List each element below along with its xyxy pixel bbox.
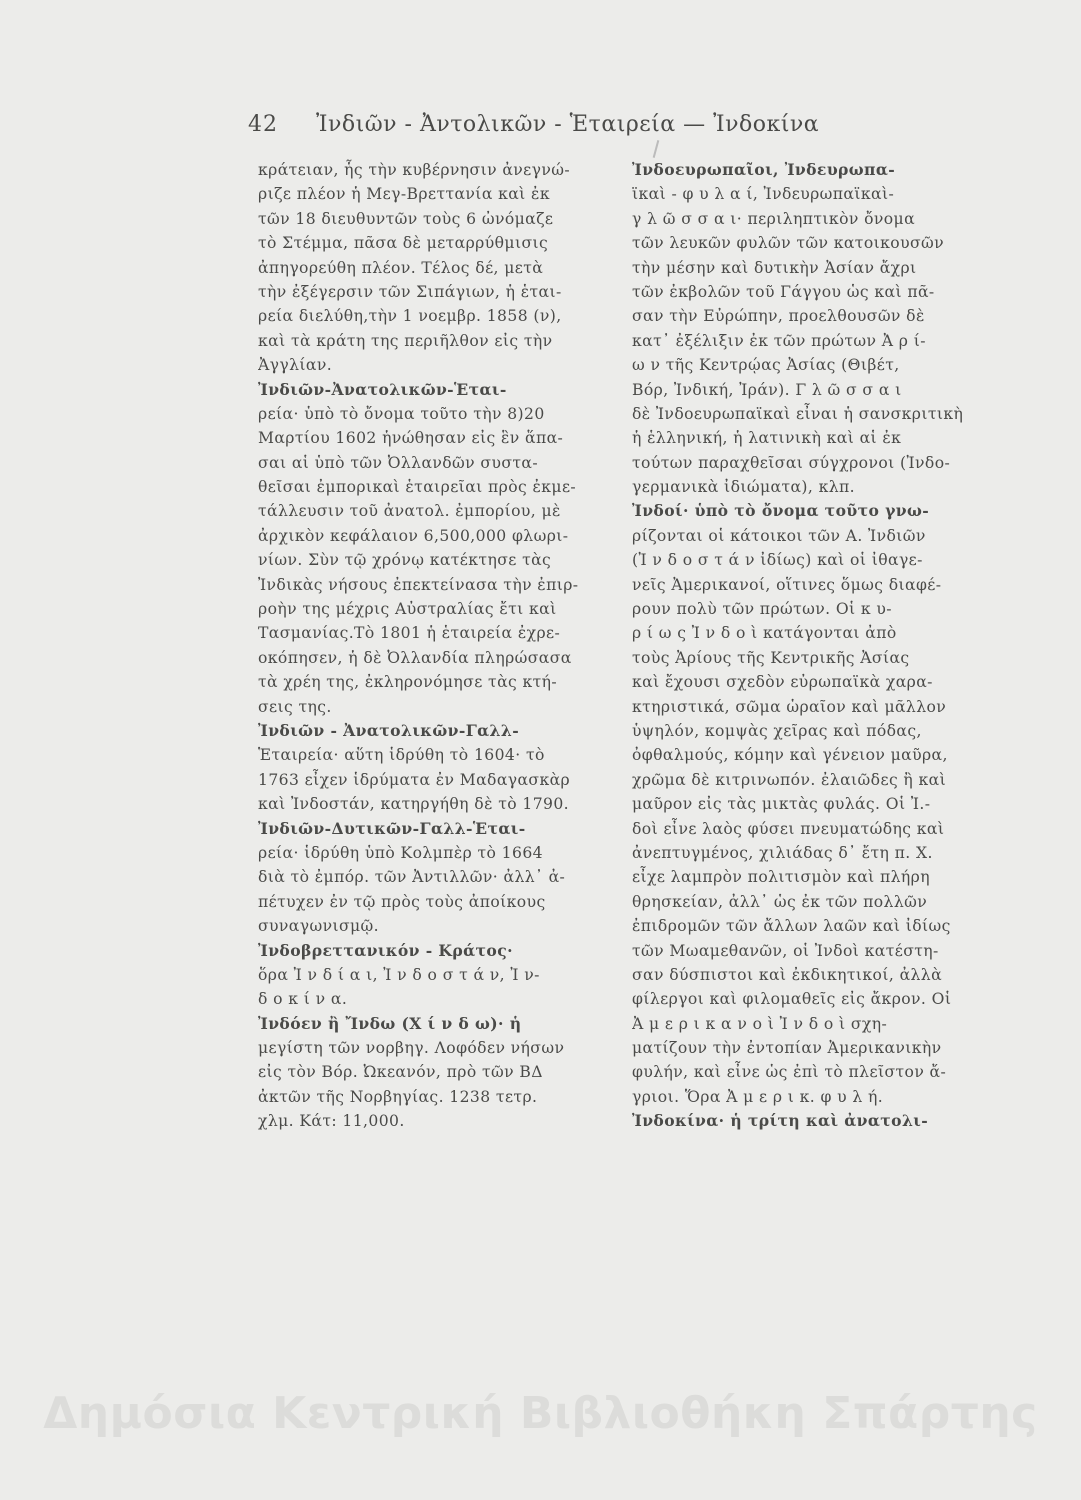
text-line: νεῖς Ἀμερικανοί, οἵτινες ὅμως διαφέ-	[632, 575, 942, 594]
text-line: χλμ. Κάτ: 11,000.	[258, 1112, 405, 1131]
text-line: φίλεργοι καὶ φιλομαθεῖς εἰς ἄκρον. Οἱ	[632, 990, 952, 1009]
left-column	[258, 158, 643, 1134]
text-line: νίων. Σὺν τῷ χρόνῳ κατέκτησε τὰς	[258, 551, 552, 570]
text-line: σεις της.	[258, 697, 332, 716]
text-line: τοὺς Ἀρίους τῆς Κεντρικῆς Ἀσίας	[632, 648, 910, 667]
text-line: θρησκείαν, ἀλλ᾽ ὡς ἐκ τῶν πολλῶν	[632, 892, 928, 911]
text-line: ἀκτῶν τῆς Νορβηγίας. 1238 τετρ.	[258, 1087, 538, 1106]
text-line: οκόπησεν, ἡ δὲ Ὀλλανδία πληρώσασα	[258, 648, 572, 667]
text-line: ἀρχικὸν κεφάλαιον 6,500,000 φλωρι-	[258, 526, 569, 545]
text-line: ἡ ἑλληνική, ἡ λατινικὴ καὶ αἱ ἐκ	[632, 429, 902, 448]
page-number: 42	[248, 112, 278, 137]
text-line: ρ ί ω ς Ἰ ν δ ο ὶ κατάγονται ἀπὸ	[632, 624, 897, 643]
text-line: Ἑταιρεία· αὕτη ἱδρύθη τὸ 1604· τὸ	[258, 746, 545, 765]
text-line: Ἰνδόεν ἢ Ἴνδω (Χ ί ν δ ω)· ἡ	[258, 1013, 522, 1033]
text-line: σαν τὴν Εὐρώπην, προελθουσῶν δὲ	[632, 307, 925, 326]
text-line: ροὴν της μέχρις Αὐστραλίας ἔτι καὶ	[258, 600, 557, 619]
text-line: ὀφθαλμούς, κόμην καὶ γένειον μαῦρα,	[632, 746, 948, 765]
text-line: ὅρα Ἰ ν δ ί α ι, Ἰ ν δ ο σ τ ά ν, Ἰ ν-	[258, 965, 540, 984]
text-line: δὲ Ἰνδοευρωπαϊκαὶ εἶναι ἡ σανσκριτικὴ	[632, 404, 964, 423]
text-line: μεγίστη τῶν νορβηγ. Λοφόδεν νήσων	[258, 1039, 565, 1058]
text-line: Ἰνδικὰς νήσους ἐπεκτείνασα τὴν ἐπιρ-	[258, 575, 579, 594]
text-line: τὴν μέσην καὶ δυτικὴν Ἀσίαν ἄχρι	[632, 258, 917, 277]
text-line: ρίζονται οἱ κάτοικοι τῶν Α. Ἰνδιῶν	[632, 526, 926, 545]
text-line: γριοι. Ὅρα Ἀ μ ε ρ ι κ. φ υ λ ή.	[632, 1087, 884, 1106]
text-line: συναγωνισμῷ.	[258, 917, 380, 936]
text-line: καὶ τὰ κράτη της περιῆλθον εἰς τὴν	[258, 331, 553, 350]
text-line: Ἰνδιῶν - Ἀνατολικῶν-Γαλλ-	[258, 720, 520, 740]
text-line: ἀπηγορεύθη πλέον. Τέλος δέ, μετὰ	[258, 258, 544, 277]
text-line: Ἰνδιῶν-Δυτικῶν-Γαλλ-Ἑται-	[258, 818, 526, 838]
text-line: ρεία διελύθη,τὴν 1 νοεμβρ. 1858 (ν),	[258, 307, 562, 326]
text-line: Μαρτίου 1602 ἡνώθησαν εἰς ἓν ἅπα-	[258, 429, 564, 448]
text-line: τὴν ἐξέγερσιν τῶν Σιπάγιων, ἡ ἑται-	[258, 282, 562, 301]
text-line: διὰ τὸ ἐμπόρ. τῶν Ἀντιλλῶν· ἀλλ᾽ ἀ-	[258, 868, 566, 887]
text-line: τῶν Μωαμεθανῶν, οἱ Ἰνδοὶ κατέστη-	[632, 941, 939, 960]
text-line: μαῦρον εἰς τὰς μικτὰς φυλάς. Οἱ Ἰ.-	[632, 795, 931, 814]
text-line: ρεία· ἱδρύθη ὑπὸ Κολμπὲρ τὸ 1664	[258, 843, 543, 862]
text-line: (Ἰ ν δ ο σ τ ά ν ἰδίως) καὶ οἱ ἰθαγε-	[632, 551, 923, 570]
text-line: τῶν ἐκβολῶν τοῦ Γάγγου ὡς καὶ πᾶ-	[632, 282, 935, 301]
text-line: κτηριστικά, σῶμα ὡραῖον καὶ μᾶλλον	[632, 697, 947, 716]
text-line: τούτων παραχθεῖσαι σύγχρονοι (Ἰνδο-	[632, 453, 951, 472]
text-line: γερμανικὰ ἰδιώματα), κλπ.	[632, 478, 856, 497]
text-line: Ἀγγλίαν.	[258, 356, 333, 375]
text-line: ρεία· ὑπὸ τὸ ὄνομα τοῦτο τὴν 8)20	[258, 404, 545, 423]
text-line: δοὶ εἶνε λαὸς φύσει πνευματώδης καὶ	[632, 819, 945, 838]
text-line: σαι αἱ ὑπὸ τῶν Ὀλλανδῶν συστα-	[258, 453, 538, 472]
right-column	[632, 158, 1022, 1134]
text-line: ω ν τῆς Κεντρῴας Ἀσίας (Θιβέτ,	[632, 356, 900, 375]
text-line: Ἰνδοί· ὑπὸ τὸ ὄνομα τοῦτο γνω-	[632, 501, 930, 521]
text-line: δ ο κ ί ν α.	[258, 990, 348, 1009]
text-line: Ἀ μ ε ρ ι κ α ν ο ὶ Ἰ ν δ ο ὶ σχη-	[632, 1014, 888, 1033]
text-line: Ἰνδοευρωπαῖοι, Ἰνδευρωπα-	[632, 160, 896, 179]
text-line: τὰ χρέη της, ἐκληρονόμησε τὰς κτή-	[258, 673, 558, 692]
text-line: Ἰνδοβρεττανικόν - Κράτος·	[258, 940, 513, 960]
running-head: Ἰνδιῶν - Ἀντολικῶν - Ἑταιρεία — Ἰνδοκίνα	[316, 112, 820, 137]
text-line: χρῶμα δὲ κιτρινωπόν. ἐλαιῶδες ἢ καὶ	[632, 770, 947, 789]
text-line: κράτειαν, ἧς τὴν κυβέρνησιν ἀνεγνώ-	[258, 161, 571, 179]
text-line: Ἰνδιῶν-Ἀνατολικῶν-Ἑται-	[258, 379, 507, 399]
text-line: εἰς τὸν Βόρ. Ὠκεανόν, πρὸ τῶν ΒΔ	[258, 1063, 543, 1082]
text-line: τῶν λευκῶν φυλῶν τῶν κατοικουσῶν	[632, 234, 944, 253]
text-line: ϊκαὶ - φ υ λ α ί, Ἰνδευρωπαϊκαὶ-	[632, 185, 895, 204]
text-line: σαν δύσπιστοι καὶ ἐκδικητικοί, ἀλλὰ	[632, 965, 942, 984]
text-line: ἐπιδρομῶν τῶν ἄλλων λαῶν καὶ ἰδίως	[632, 917, 951, 936]
text-line: τάλλευσιν τοῦ ἀνατολ. ἐμπορίου, μὲ	[258, 502, 561, 521]
text-line: γ λ ῶ σ σ α ι· περιληπτικὸν ὄνομα	[632, 209, 916, 228]
text-line: Βόρ, Ἰνδική, Ἰράν). Γ λ ῶ σ σ α ι	[632, 380, 902, 399]
text-line: θεῖσαι ἐμπορικαὶ ἑταιρεῖαι πρὸς ἐκμε-	[258, 478, 577, 497]
text-line: τὸ Στέμμα, πᾶσα δὲ μεταρρύθμισις	[258, 234, 549, 253]
text-line: ἀνεπτυγμένος, χιλιάδας δ᾽ ἔτη π. Χ.	[632, 843, 933, 862]
text-line: 1763 εἶχεν ἱδρύματα ἐν Μαδαγασκὰρ	[258, 770, 571, 789]
library-watermark: Δημόσια Κεντρική Βιβλιοθήκη Σπάρτης	[43, 1388, 1038, 1439]
text-line: ρουν πολὺ τῶν πρώτων. Οἱ κ υ-	[632, 600, 892, 619]
text-line: καὶ Ἰνδοστάν, κατηργήθη δὲ τὸ 1790.	[258, 795, 570, 814]
text-line: Ἰνδοκίνα· ἡ τρίτη καὶ ἀνατολι-	[632, 1111, 929, 1131]
text-line: φυλήν, καὶ εἶνε ὡς ἐπὶ τὸ πλεῖστον ἄ-	[632, 1063, 947, 1082]
text-line: Τασμανίας.Τὸ 1801 ἡ ἑταιρεία ἐχρε-	[258, 624, 561, 643]
text-line: καὶ ἔχουσι σχεδὸν εὐρωπαϊκὰ χαρα-	[632, 673, 933, 692]
text-line: εἶχε λαμπρὸν πολιτισμὸν καὶ πλήρη	[632, 868, 930, 887]
text-line: πέτυχεν ἐν τῷ πρὸς τοὺς ἀποίκους	[258, 892, 546, 911]
text-line: τῶν 18 διευθυντῶν τοὺς 6 ὠνόμαζε	[258, 209, 554, 228]
text-line: ματίζουν τὴν ἐντοπίαν Ἀμερικανικὴν	[632, 1039, 942, 1058]
text-line: κατ᾽ ἐξέλιξιν ἐκ τῶν πρώτων Ἀ ρ ί-	[632, 331, 926, 350]
page-header	[248, 112, 888, 148]
text-line: ὑψηλόν, κομψὰς χεῖρας καὶ πόδας,	[632, 721, 922, 740]
text-line: ριζε πλέον ἡ Μεγ-Βρεττανία καὶ ἐκ	[258, 185, 550, 204]
